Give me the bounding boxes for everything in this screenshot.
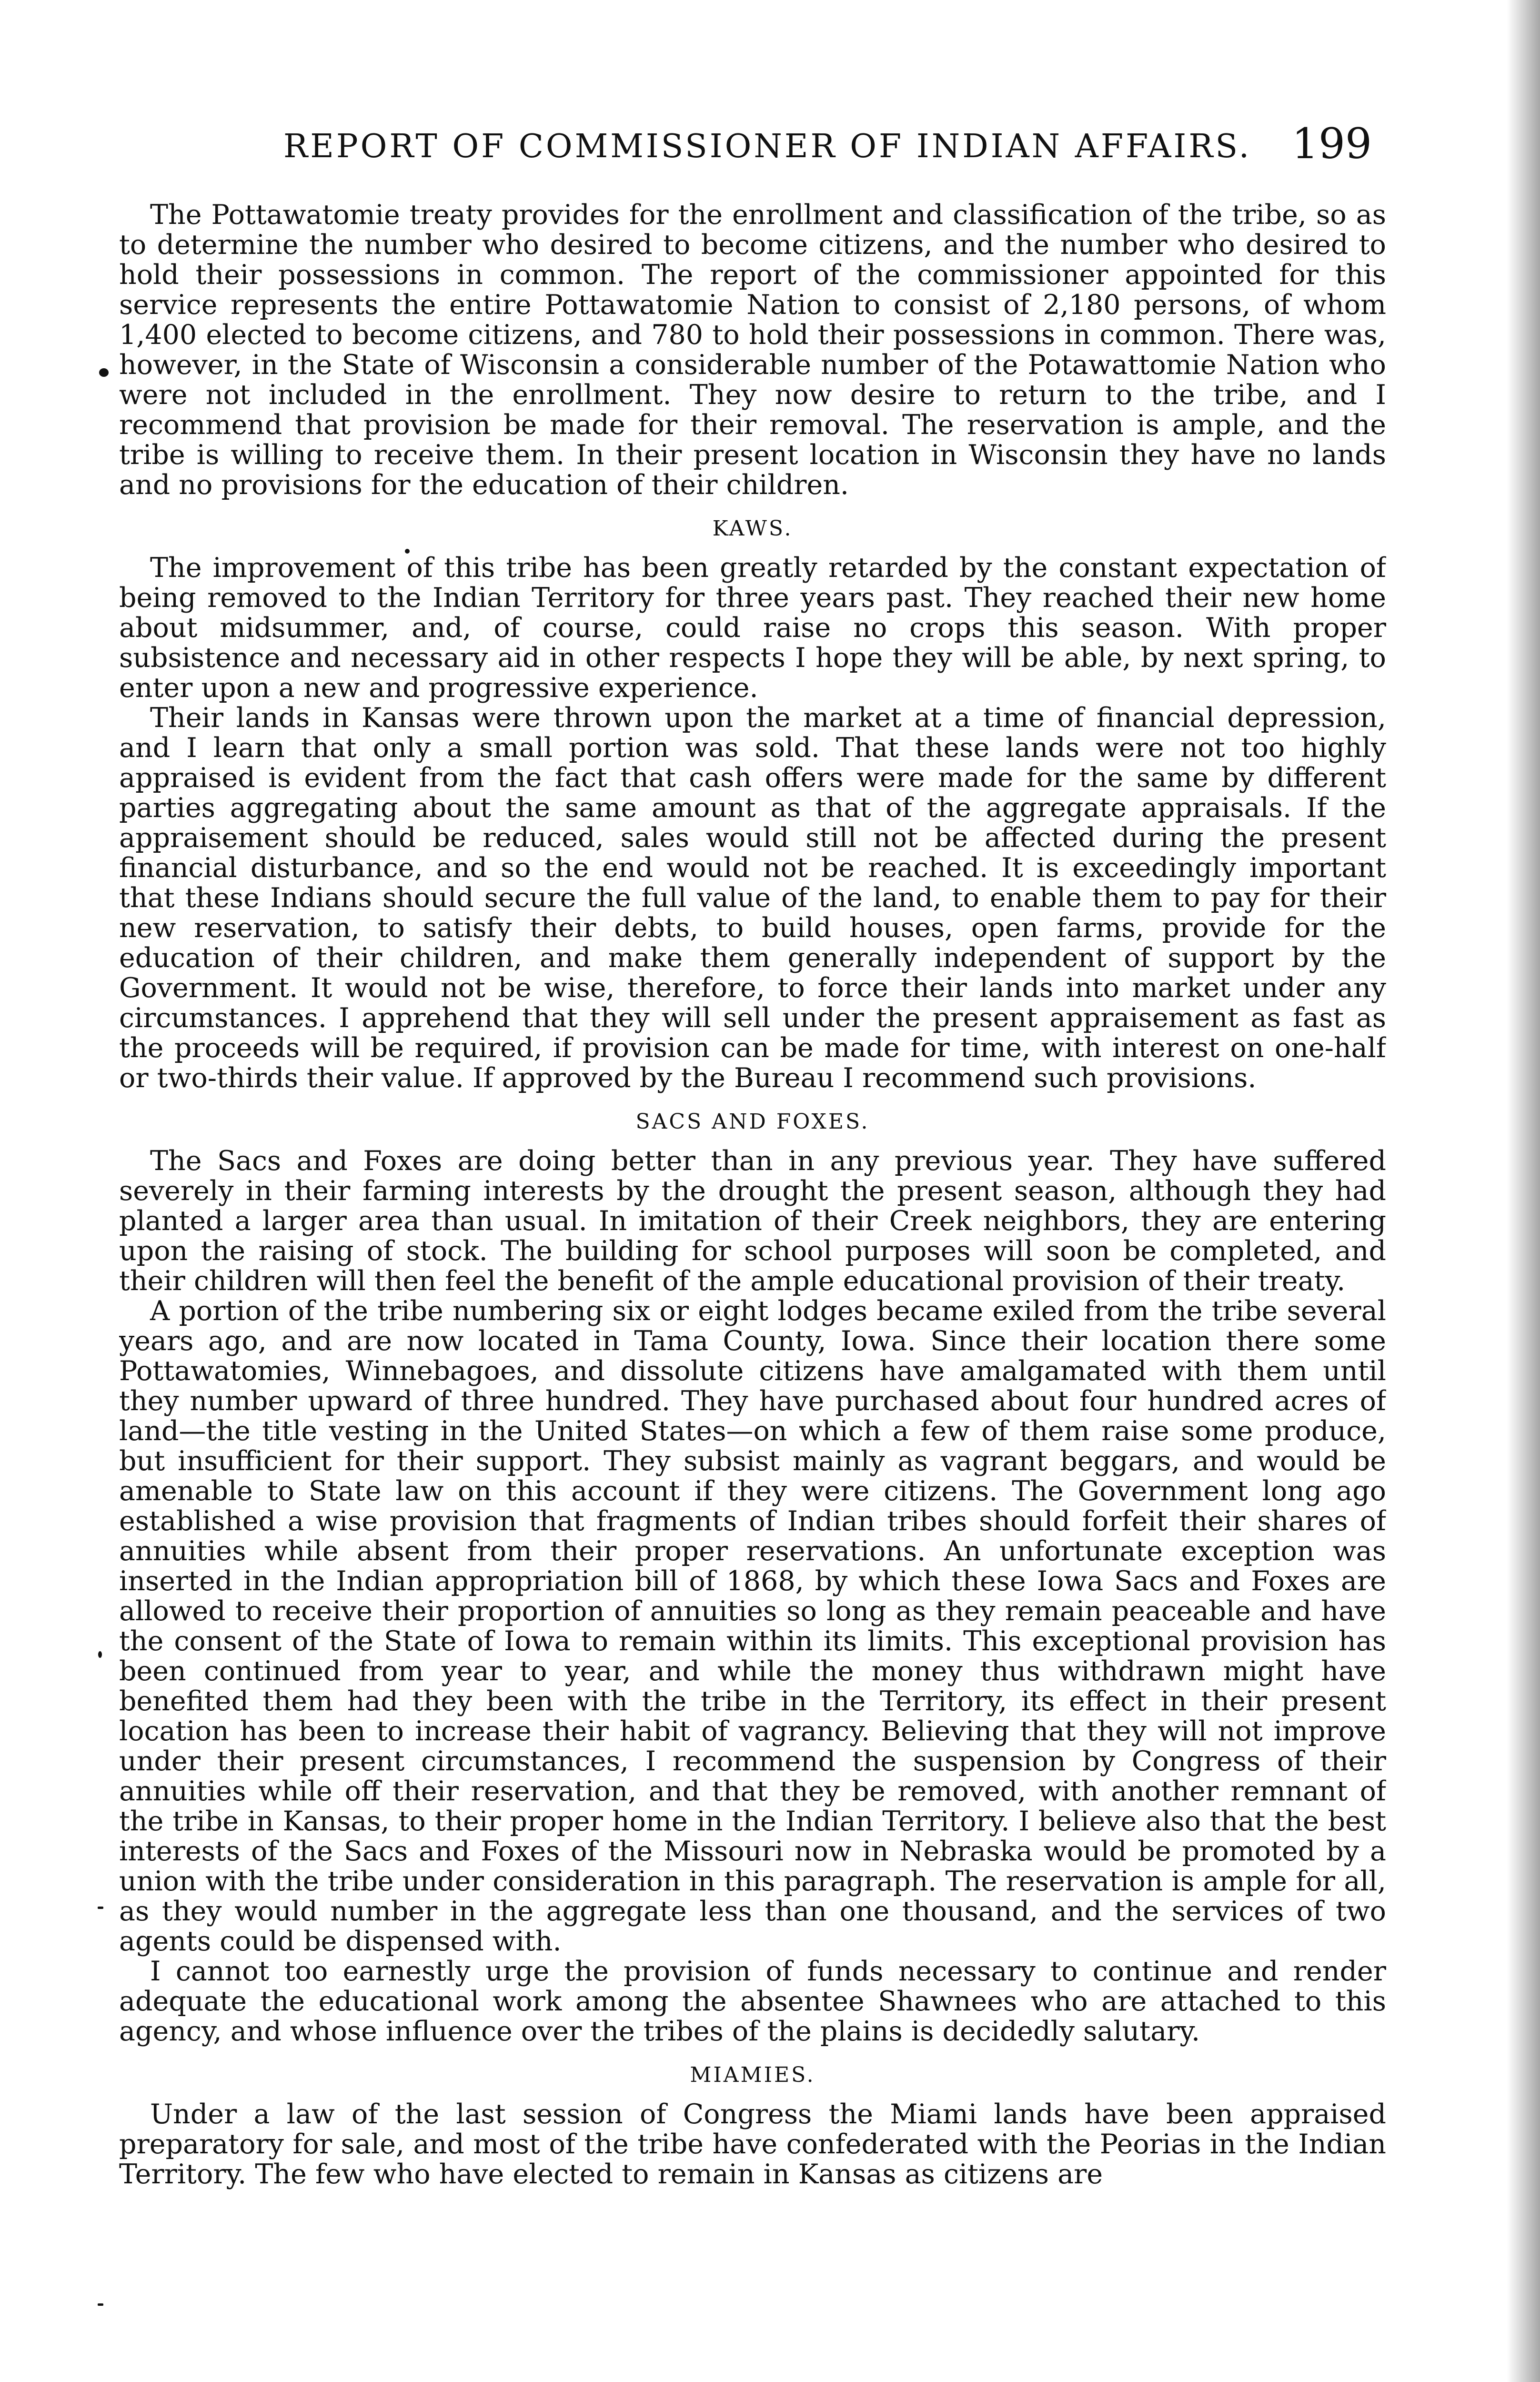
page-edge-shadow [1507,0,1540,2382]
page-header [238,119,1372,172]
kaws-paragraph-1: The improvement of this tribe has been greatly retarded by the constant expectation of being removed to the Indian Territory for three years past. They reached their new home about midsummer, and, of course, could raise no crops this season. With proper subsistence and necessary aid in other respects I hope they will be able, by next spring, to enter upon a new and progressive experience. [119,552,1386,704]
margin-ink-dash [98,2303,103,2306]
margin-ink-dash [98,1907,103,1909]
sacs-paragraph-3: I cannot too earnestly urge the provision of funds necessary to continue and render adequate the educational work among the absentee Shawnees who are attached to this agency, and whose influence over the tribes of the plains is decidedly salutary. [119,1956,1386,2047]
margin-ink-dot [98,1651,102,1658]
sacs-paragraph-2: A portion of the tribe numbering six or eight lodges became exiled from the tribe several years ago, and are now located in Tama County, Iowa. Since their location there some Pottawatomies, Winnebagoes, and dissolute citizens have amalgamated with them until they number upward of three hundred. They have purchased about four hundred acres of land—the title vesting in the United States—on which a few of them raise some produce, but insufficient for their support. They subsist mainly as vagrant beggars, and would be amenable to State law on this account if they were citizens. The Government long ago established a wise provision that fragments of Indian tribes should forfeit their shares of annuities while absent from their proper reservations. An unfortunate exception was inserted in the Indian appropriation bill of 1868, by which these Iowa Sacs and Foxes are allowed to receive their proportion of annuities so long as they remain peaceable and have the consent of the State of Iowa to remain within its limits. This exceptional provision has been continued from year to year, and while the money thus withdrawn might have benefited them had they been with the tribe in the Territory, its effect in their present location has been to increase their habit of vagrancy. Believing that they will not improve under their present circumstances, I recommend the suspension by Congress of their annuities while off their reservation, and that they be removed, with another remnant of the tribe in Kansas, to their proper home in the Indian Territory. I believe also that the best interests of the Sacs and Foxes of the Missouri now in Nebraska would be promoted by a union with the tribe under consideration in this paragraph. The reservation is ample for all, as they would number in the aggregate less than one thousand, and the services of two agents could be dispensed with. [119,1295,1386,1957]
page-number: 199 [1292,119,1372,168]
margin-ink-dot [99,368,109,377]
page-body [119,200,1386,2382]
miamies-heading: MIAMIES. [690,2063,815,2087]
pottawatomie-paragraph: The Pottawatomie treaty provides for the enrollment and classification of the tribe, so as to determine the number who desired to become citizens, and the number who desired to hold their possessions in common. The report of the commissioner appointed for this service represents the entire Pottawatomie Nation to consist of 2,180 persons, of whom 1,400 elected to become citizens, and 780 to hold their possessions in common. There was, however, in the State of Wisconsin a considerable number of the Potawattomie Nation who were not included in the enrollment. They now desire to return to the tribe, and I recommend that provision be made for their removal. The reservation is ample, and the tribe is willing to receive them. In their present location in Wisconsin they have no lands and no provisions for the education of their children. [119,200,1386,501]
running-title: REPORT OF COMMISSIONER OF INDIAN AFFAIRS. [283,128,1252,165]
sacs-paragraph-1: The Sacs and Foxes are doing better than in any previous year. They have suffered severely in their farming interests by the drought the present season, although they had planted a larger area than usual. In imitation of their Creek neighbors, they are entering upon the raising of stock. The building for school purposes will soon be completed, and their children will then feel the benefit of the ample educational provision of their treaty. [119,1145,1386,1297]
sacs-and-foxes-heading: SACS AND FOXES. [635,1110,870,1134]
kaws-heading: KAWS. [712,516,793,541]
miamies-paragraph: Under a law of the last session of Congress the Miami lands have been appraised preparatory for sale, and most of the tribe have confederated with the Peorias in the Indian Territory. The few who have elected to remain in Kansas as citizens are [119,2099,1386,2190]
kaws-paragraph-2: Their lands in Kansas were thrown upon the market at a time of financial depression, and I learn that only a small portion was sold. That these lands were not too highly appraised is evident from the fact that cash offers were made for the same by different parties aggregating about the same amount as that of the aggregate appraisals. If the appraisement should be reduced, sales would still not be affected during the present financial disturbance, and so the end would not be reached. It is exceedingly important that these Indians should secure the full value of the land, to enable them to pay for their new reservation, to satisfy their debts, to build houses, open farms, provide for the education of their children, and make them generally independent of support by the Government. It would not be wise, therefore, to force their lands into market under any circumstances. I apprehend that they will sell under the present appraisement as fast as the proceeds will be required, if provision can be made for time, with interest on one-half or two-thirds their value. If approved by the Bureau I recommend such provisions. [119,702,1386,1094]
